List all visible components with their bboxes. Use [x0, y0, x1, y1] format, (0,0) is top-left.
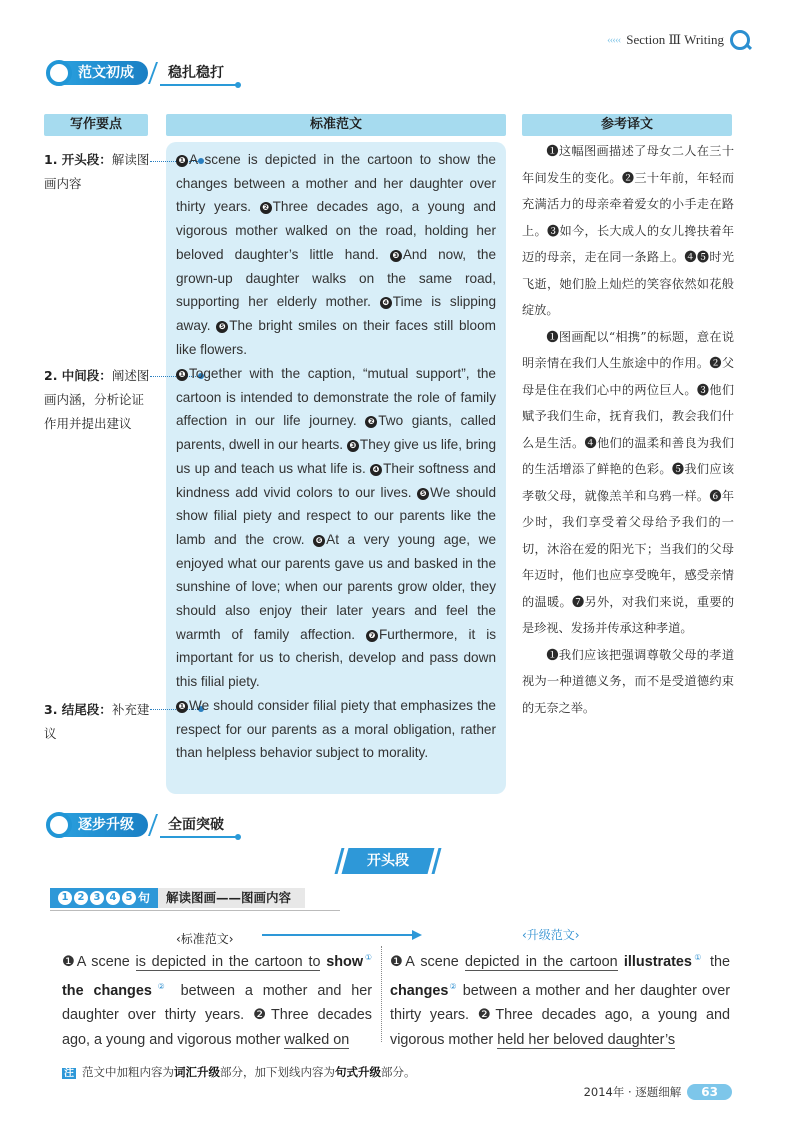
- standard-text: [62, 946, 372, 1052]
- page-number: 63: [687, 1084, 732, 1100]
- translation-sentence: 他们赋予我们生命，抚育我们，教会我们什么是生活。: [522, 382, 735, 450]
- step-number: 4: [106, 891, 120, 905]
- banner-subtitle: 稳扎稳打: [160, 60, 238, 86]
- tag-standard: ‹标准范文›: [176, 932, 234, 946]
- upgrade-arrow-icon: [262, 928, 424, 942]
- text-run: Three decades ago, a young and vigorous mother: [62, 1007, 373, 1048]
- sentence-num: ❷: [253, 1007, 272, 1023]
- translation-sentence: 我们应该孝敬父母，就像羔羊和乌鸦一样。: [522, 462, 735, 503]
- bold-word: the changes: [62, 982, 152, 999]
- steps-bar: [50, 888, 305, 908]
- translation-sentence: 这幅图画描述了母女二人在三十年间发生的变化。: [522, 144, 735, 185]
- translation-sentence: 时光飞逝，她们脸上灿烂的笑容依然如花般绽放。: [522, 250, 735, 317]
- model-sentence: Their softness and kindness add vivid colors to our lives.: [176, 460, 496, 500]
- banner-section-1: [46, 60, 238, 86]
- note-label: 注: [64, 1068, 74, 1079]
- superscript-mark: ①: [691, 953, 704, 962]
- text-run: Three decades ago, a young and vigorous mother: [390, 1007, 730, 1048]
- sentence-num: ❶: [62, 954, 77, 970]
- text-run: A scene: [76, 954, 136, 970]
- sentence-num: ❶: [546, 144, 559, 158]
- section-title: Section Ⅲ Writing: [626, 32, 724, 47]
- model-sentence: We should consider filial piety that emphasizes the respect for our parents as a moral obligation, rather than helpless behavior subject to morality.: [176, 698, 496, 761]
- sentence-num: ❹: [380, 297, 392, 309]
- step-number: 3: [90, 891, 104, 905]
- model-paragraph-3: [176, 694, 496, 765]
- circle-icon: [46, 812, 72, 838]
- circle-icon: [46, 60, 72, 86]
- sentence-num: ❷: [477, 1007, 496, 1023]
- note-text: 部分。: [381, 1065, 416, 1079]
- note-text: 范文中加粗内容为: [82, 1065, 174, 1079]
- translation-sentence: 年少时，我们享受着父母给予我们的一切，沐浴在爱的阳光下；当我们的父母年迈时，他们也应享受晚年，感受亲情的温暖。: [522, 488, 735, 609]
- text-run: the: [703, 954, 731, 970]
- sentence-num: ❶: [546, 647, 559, 662]
- step-number: 2: [74, 891, 88, 905]
- underlined-phrase: held her beloved daughter’s: [497, 1031, 676, 1048]
- underlined-phrase: is depicted in the cartoon to: [135, 954, 321, 970]
- text-run: A scene: [405, 954, 466, 970]
- sentence-num: ❻: [709, 488, 722, 503]
- point-2-lead: 2. 中间段：: [44, 368, 112, 383]
- sentence-num: ❺: [216, 321, 228, 333]
- footnote: [62, 1064, 416, 1080]
- point-2-text: 阐述图画内涵，分析论证作用并提出建议: [44, 368, 150, 431]
- sentence-num: ❹: [370, 464, 382, 476]
- sentence-num: ❸: [546, 223, 560, 238]
- banner-divider: [148, 814, 158, 836]
- sentence-num: ❹❺: [684, 250, 710, 264]
- banner-divider: [148, 62, 158, 84]
- bold-word: illustrates: [617, 954, 692, 970]
- point-3-lead: 3. 结尾段：: [44, 702, 112, 717]
- translation-sentence: 如今，长大成人的女儿搀扶着年迈的母亲，走在同一条路上。: [522, 223, 735, 264]
- model-sentence: Furthermore, it is important for us to cherish, develop and pass down this filial piety.: [176, 626, 497, 690]
- footer-text: 2014年 · 逐题细解: [583, 1085, 682, 1099]
- sentence-num: ❼: [366, 630, 378, 642]
- part-label-box: [342, 848, 435, 874]
- sentence-num: ❺: [671, 462, 685, 476]
- underlined-phrase: walked on: [284, 1031, 350, 1048]
- sentence-num: ❶: [390, 954, 406, 970]
- point-3: [44, 698, 152, 746]
- arrows-decoration: ‹‹‹‹‹: [606, 34, 621, 46]
- banner-section-2: [46, 812, 238, 838]
- note-bold: 词汇升级: [174, 1065, 220, 1079]
- translation-sentence: 我们应该把强调尊敬父母的孝道视为一种道德义务，而不是受道德约束的无奈之举。: [522, 647, 735, 715]
- text-run: between a mother and her daughter over thirty years.: [62, 982, 372, 1023]
- column-divider: [381, 946, 382, 1042]
- translation-paragraph-2: [522, 324, 734, 642]
- step-number: 1: [58, 891, 72, 905]
- translation-sentence: 三十年前，年轻而充满活力的母亲牵着爱女的小手走在路上。: [522, 170, 735, 238]
- model-sentence: The bright smiles on their faces still bloom like flowers.: [176, 317, 496, 357]
- text-run: between a mother and her daughter over thirty years.: [390, 982, 730, 1023]
- sentence-num: ❸: [390, 250, 402, 262]
- tag-upgraded: ‹升级范文›: [522, 928, 580, 942]
- bold-word: changes: [390, 982, 449, 999]
- sentence-num: ❷: [709, 356, 722, 370]
- model-sentence: Three decades ago, a young and vigorous mother walked on the road, holding her beloved daughter’s little hand.: [176, 199, 496, 262]
- translation-column: [522, 138, 734, 721]
- underlined-phrase: depicted in the cartoon: [465, 954, 618, 970]
- sentence-num: ❷: [621, 170, 635, 185]
- step-number: 5: [122, 891, 136, 905]
- model-sentence: Together with the caption, “mutual support”, the cartoon is intended to demonstrate the role of family affection in our life journey.: [176, 366, 496, 429]
- translation-sentence: 另外，对我们来说，重要的是珍视、发扬并传承这种孝道。: [522, 594, 735, 635]
- model-sentence: At a very young age, we enjoyed what our parents gave us and basked in the sunshine of love; when our parents grow older, they should also enjoy their later years and feel the warmth of family affection.: [176, 531, 497, 642]
- page-footer: [584, 1084, 732, 1100]
- section-header: [607, 30, 750, 50]
- steps-underline: [50, 910, 340, 911]
- column-header-model: 标准范文: [166, 114, 506, 136]
- magnifier-icon: [730, 30, 750, 50]
- banner-title: 逐步升级: [58, 813, 148, 837]
- column-header-translation: 参考译文: [522, 114, 732, 136]
- sentence-num: ❸: [347, 440, 359, 452]
- model-paragraph-1: [176, 148, 496, 361]
- part-label: [338, 848, 438, 874]
- translation-sentence: 父母是住在我们心中的两位巨人。: [522, 356, 735, 397]
- upgraded-text: [390, 946, 730, 1052]
- steps-badge: [50, 888, 158, 908]
- note-bold: 句式升级: [335, 1065, 381, 1079]
- steps-suffix: 句: [138, 891, 151, 905]
- sentence-num: ❶: [546, 329, 559, 344]
- steps-title: 解读图画——图画内容: [158, 888, 305, 908]
- translation-sentence: 他们的温柔和善良为我们的生活增添了鲜艳的色彩。: [522, 435, 735, 476]
- point-1-text: 解读图画内容: [44, 152, 150, 191]
- model-sentence: And now, the grown-up daughter walks on the same road, supporting her elderly mother.: [176, 246, 497, 310]
- model-sentence: Two giants, called parents, dwell in our hearts.: [176, 413, 496, 453]
- sentence-num: ❸: [696, 382, 710, 397]
- superscript-mark: ②: [448, 981, 458, 991]
- model-sentence: A scene is depicted in the cartoon to show the changes between a mother and her daughter over thirty years.: [176, 152, 496, 215]
- translation-paragraph-1: [522, 138, 734, 324]
- banner-title: 范文初成: [58, 61, 148, 85]
- banner-subtitle: 全面突破: [160, 812, 238, 838]
- translation-sentence: 图画配以“相携”的标题，意在说明亲情在我们人生旅途中的作用。: [522, 329, 735, 370]
- model-sentence: We should show filial piety and respect to our parents like the lamb and the crow.: [176, 484, 497, 547]
- superscript-mark: ①: [363, 953, 373, 962]
- point-1-lead: 1. 开头段：: [44, 152, 112, 167]
- sentence-num: ❶: [176, 701, 188, 713]
- point-1: [44, 148, 152, 196]
- sentence-num: ❼: [571, 594, 585, 609]
- point-2: [44, 364, 152, 436]
- sentence-num: ❺: [417, 488, 429, 500]
- sentence-num: ❹: [584, 435, 597, 450]
- model-sentence: Time is slipping away.: [176, 294, 497, 333]
- translation-paragraph-3: [522, 642, 734, 722]
- column-header-points: 写作要点: [44, 114, 148, 136]
- point-3-text: 补充建议: [44, 702, 150, 741]
- bold-word: show: [320, 954, 364, 970]
- sentence-num: ❶: [176, 155, 188, 167]
- sentence-num: ❷: [365, 416, 377, 428]
- model-sentence: They give us life, bring us up and teach us what life is.: [176, 437, 497, 476]
- note-text: 部分，加下划线内容为: [220, 1065, 335, 1079]
- sentence-num: ❻: [313, 535, 325, 547]
- sentence-num: ❷: [260, 202, 272, 214]
- model-paragraph-2: [176, 362, 496, 694]
- part-label-text: 开头段: [367, 853, 409, 869]
- superscript-mark: ②: [151, 981, 171, 991]
- sentence-num: ❶: [176, 369, 188, 381]
